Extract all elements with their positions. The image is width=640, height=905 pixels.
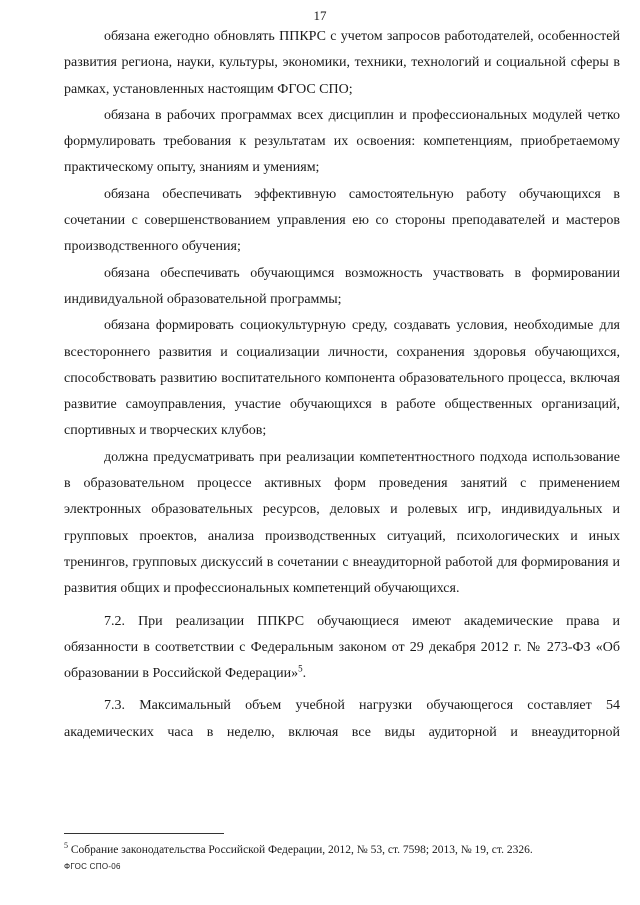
section-7-2-text: 7.2. При реализации ППКРС обучающиеся имеют академические права и обязанности в соответствии с Федеральным законом от 29 декабря 2012 г. № 273-ФЗ «Об образовании в Российской Федерации» (64, 613, 620, 682)
section-7-2 (64, 609, 620, 688)
document-code: ФГОС СПО-06 (64, 862, 121, 871)
paragraph-update-program: обязана ежегодно обновлять ППКРС с учетом запросов работодателей, особенностей развития региона, науки, культуры, экономики, техники, технологий и социальной сферы в рамках, установленных настоящим ФГОС СПО; (64, 29, 620, 97)
paragraph-sociocultural-environment: обязана формировать социокультурную среду, создавать условия, необходимые для всестороннего развития и социализации личности, сохранения здоровья обучающихся, способствовать развитию воспитательного компонента образовательного процесса, включая развитие самоуправления, участие обучающихся в работе общественных организаций, спортивных и творческих клубов; (64, 318, 620, 439)
section-7-3: 7.3. Максимальный объем учебной нагрузки обучающегося составляет 54 академических часа в неделю, включая все виды аудиторной и внеаудиторной (64, 698, 620, 740)
paragraph-independent-work: обязана обеспечивать эффективную самостоятельную работу обучающихся в сочетании с совершенствованием управления ею со стороны преподавателей и мастеров производственного обучения; (64, 186, 620, 255)
paragraph-work-programs: обязана в рабочих программах всех дисциплин и профессиональных модулей четко формулировать требования к результатам их освоения: компетенциям, приобретаемому практическому опыту, знаниям и умениям; (64, 107, 620, 176)
footnote-marker: 5 (64, 841, 68, 851)
body-text (64, 24, 620, 746)
footnote (64, 843, 624, 857)
paragraph-active-forms: должна предусматривать при реализации компетентностного подхода использование в образовательном процессе активных форм проведения занятий с применением электронных образовательных ресурсов, деловых и ролевых игр, индивидуальных и групповых проектов, анализа производственных ситуаций, психологических и иных тренингов, групповых дискуссий в сочетании с внеаудиторной работой для формирования и развития общих и профессиональных компетенций обучающихся. (64, 449, 620, 597)
footnote-reference: 5 (298, 663, 303, 674)
footnote-divider (64, 833, 224, 834)
page-number: 17 (313, 8, 327, 23)
section-7-2-end: . (302, 666, 307, 682)
footnote-text: Собрание законодательства Российской Федерации, 2012, № 53, ст. 7598; 2013, № 19, ст. 2326. (68, 844, 533, 856)
paragraph-individual-program: обязана обеспечивать обучающимся возможность участвовать в формировании индивидуальной образовательной программы; (64, 265, 620, 307)
